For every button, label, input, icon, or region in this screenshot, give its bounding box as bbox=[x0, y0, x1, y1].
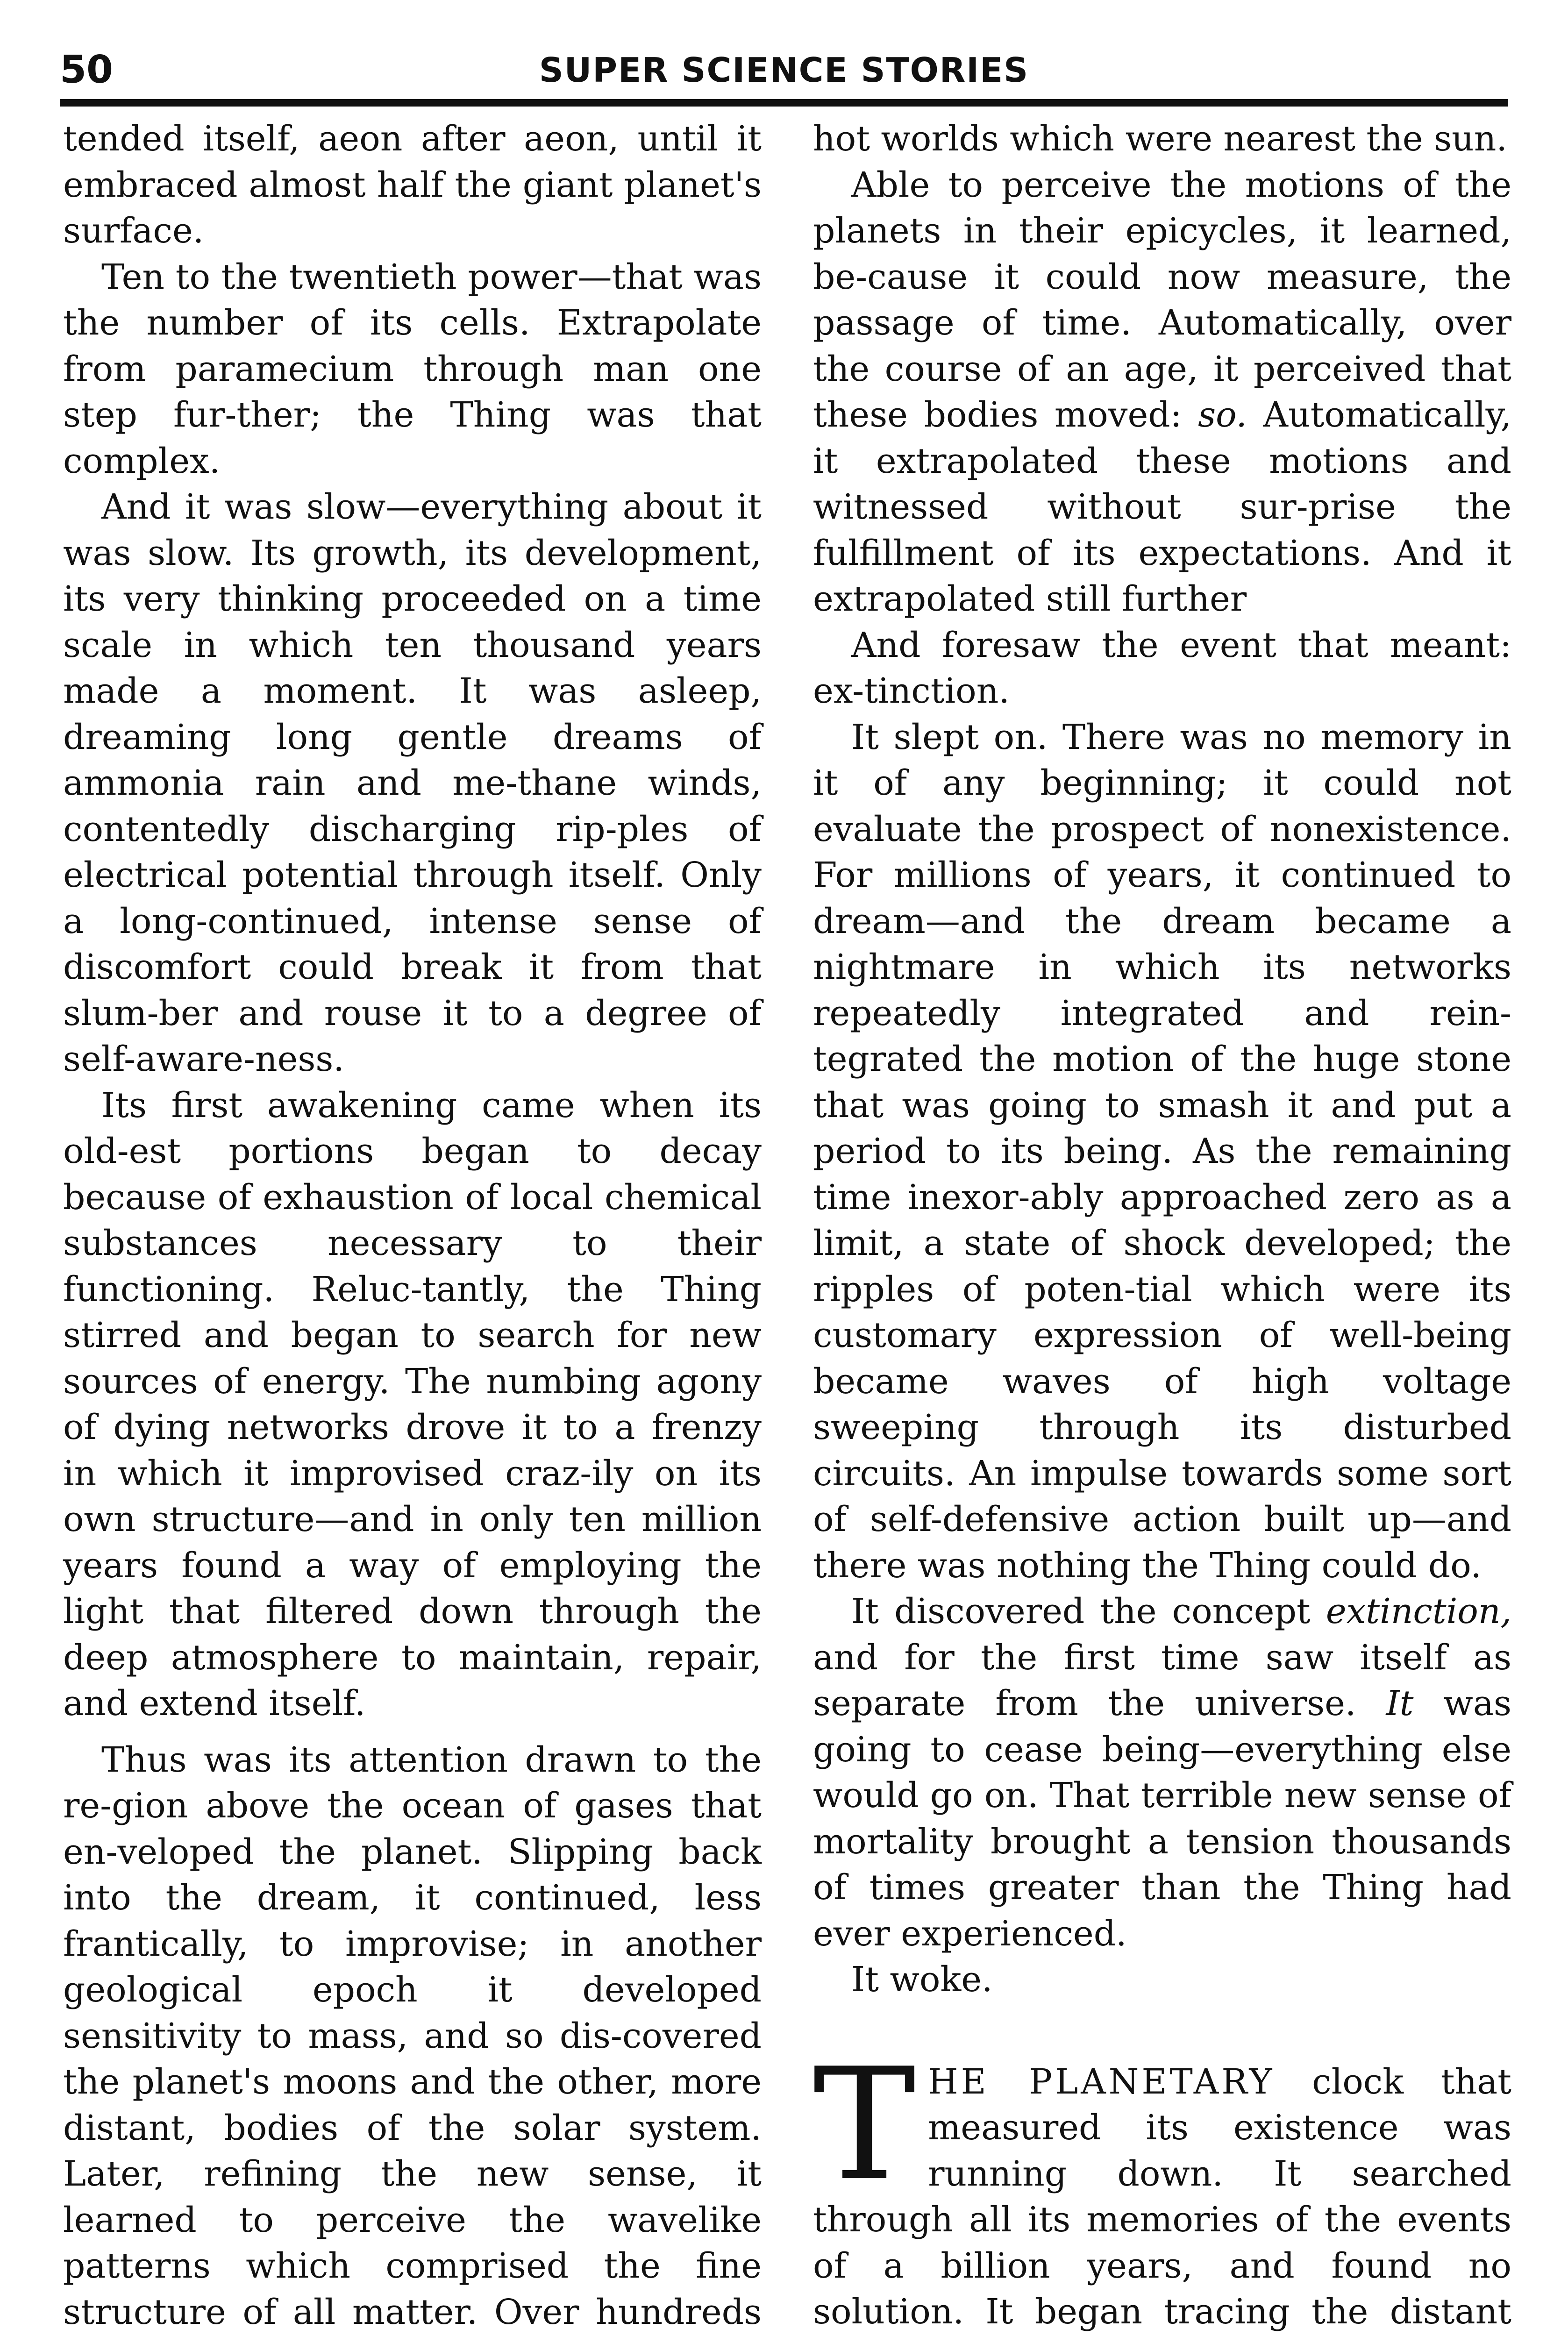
paragraph: And it was slow—everything about it was slow. Its growth, its development, its very thinking proceeded on a time scale in which ten thousand years made a moment. It was asleep, dreaming long gentle dreams of ammonia rain and me-thane winds, contentedly discharging rip-ples of electrical potential through itself. Only a long-continued, intense sense of discomfort could break it from that slum-ber and rouse it to a degree of self-aware-ness. bbox=[63, 487, 762, 1079]
section-opening bbox=[813, 2035, 1511, 2336]
emphasis-text: so. bbox=[1198, 395, 1247, 435]
paragraph-text: Able to perceive the motions of the planets in their epicycles, it learned, be-cause it could now measure, the passage of time. Automatically, over the course of an age, it perceived that these bodies moved: bbox=[813, 164, 1511, 435]
paragraph: tended itself, aeon after aeon, until it embraced almost half the giant planet's surface. bbox=[63, 119, 762, 251]
left-column bbox=[63, 116, 762, 2336]
paragraph-text: clock that measured its existence was running down. It searched through all its memories of the events of a billion years, and found no solution. It began tracing the distant bbox=[813, 2061, 1511, 2332]
paragraph: It woke. bbox=[851, 1959, 993, 2000]
paragraph bbox=[813, 1588, 1511, 1957]
paragraph: It slept on. There was no memory in it of any beginning; it could not evaluate the prospect of nonexistence. For millions of years, it continued to dream—and the dream became a nightmare in which its networks repeatedly integrated and rein-tegrated the motion of the huge stone that was going to smash it and put a period to its being. As the remaining time inexor-ably approached zero as a limit, a state of shock developed; the ripples of poten-tial which were its customary expression of well-being became waves of high voltage sweeping through its disturbed circuits. An impulse towards some sort of self-defensive action built up—and there was nothing the Thing could do. bbox=[813, 717, 1511, 1586]
paragraph: Its first awakening came when its old-est portions began to decay because of exhaustion of local chemical substances necessary to their functioning. Reluc-tantly, the Thing stirred and began to search for new sources of energy. The numbing agony of dying networks drove it to a frenzy in which it improvised craz-ily on its own structure—and in only ten million years found a way of employing the light that filtered down through the deep atmosphere to maintain, repair, and extend itself. bbox=[63, 1085, 762, 1724]
section-lead-text: HE PLANETARY bbox=[928, 2061, 1275, 2102]
paragraph-text: Automatically, it extrapolated these motions and witnessed without sur-prise the fulfillment of its expectations. And it extrapolated still further bbox=[813, 395, 1511, 619]
page-number: 50 bbox=[60, 48, 114, 92]
right-column bbox=[813, 116, 1511, 2336]
paragraph-text: It discovered the concept bbox=[851, 1591, 1326, 1631]
paragraph: Thus was its attention drawn to the re-gion above the ocean of gases that en-veloped the planet. Slipping back into the dream, it continued, less frantically, to improvise; in another geological epoch it developed sensitivity to mass, and so dis-covered the planet's moons and the other, more distant, bodies of the solar system. Later, refining the new sense, it learned to perceive the wavelike patterns which comprised the fine structure of all matter. Over hundreds bbox=[63, 1739, 762, 2332]
paragraph bbox=[813, 162, 1511, 622]
header-rule bbox=[60, 99, 1508, 107]
paragraph: hot worlds which were nearest the sun. bbox=[813, 119, 1507, 159]
emphasis-text: extinction, bbox=[1326, 1591, 1511, 1631]
running-title: SUPER SCIENCE STORIES bbox=[539, 50, 1029, 90]
page-header bbox=[60, 46, 1508, 97]
text-columns bbox=[63, 116, 1511, 2336]
drop-cap: T bbox=[813, 2035, 916, 2215]
paragraph-text: and for the first time saw itself as separate from the universe. bbox=[813, 1637, 1511, 1724]
paragraph: And foresaw the event that meant: ex-tinction. bbox=[813, 625, 1511, 711]
emphasis-text: It bbox=[1386, 1683, 1414, 1724]
paragraph: Ten to the twentieth power—that was the number of its cells. Extrapolate from paramecium through man one step fur-ther; the Thing was that complex. bbox=[63, 256, 762, 481]
paragraph bbox=[813, 2035, 1511, 2336]
paragraph-text: was going to cease being—everything else would go on. That terrible new sense of mortality brought a tension thousands of times greater than the Thing had ever experienced. bbox=[813, 1683, 1511, 1954]
